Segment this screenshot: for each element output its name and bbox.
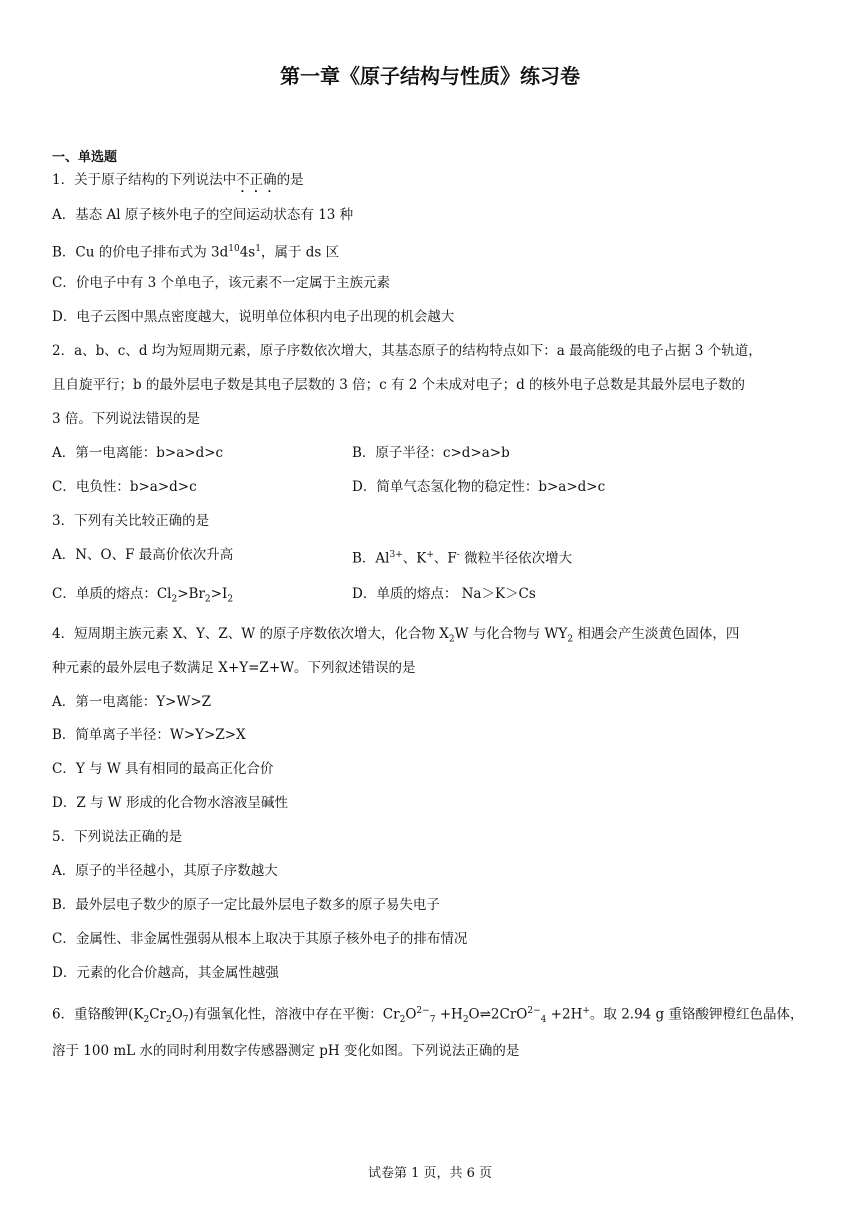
question-4-option-b: B．简单离子半径：W>Y>Z>X — [52, 727, 246, 743]
question-3-option-c: C．单质的熔点：$Cl_2>Br_2>I_2$ — [52, 586, 234, 605]
question-1-option-c: C．价电子中有 3 个单电子，该元素不一定属于主族元素 — [52, 275, 391, 291]
question-4-stem-line1: 4．短周期主族元素 X、Y、Z、W 的原子序数依次增大，化合物 $X_2W$ 与化合物与 $WY_2$ 相遇会产生淡黄色固体，四 — [52, 626, 740, 645]
question-4-option-d: D．Z 与 W 形成的化合物水溶液呈碱性 — [52, 795, 288, 811]
page-title: 第一章《原子结构与性质》练习卷 — [280, 64, 580, 88]
question-1-option-b: B．Cu 的价电子排布式为 $3d^{10}4s^1$，属于 ds 区 — [52, 244, 340, 261]
question-6-stem-line2: 溶于 100 mL 水的同时利用数字传感器测定 pH 变化如图。下列说法正确的是 — [52, 1043, 520, 1059]
question-5-option-c: C．金属性、非金属性强弱从根本上取决于其原子核外电子的排布情况 — [52, 931, 468, 947]
question-2-option-c: C．电负性：b>a>d>c — [52, 479, 197, 495]
question-4-option-c: C．Y 与 W 具有相同的最高正化合价 — [52, 761, 274, 777]
question-2-stem-line2: 且自旋平行；b 的最外层电子数是其电子层数的 3 倍；c 有 2 个未成对电子；d 的核外电子总数是其最外层电子数的 — [52, 377, 746, 393]
question-5-option-b: B．最外层电子数少的原子一定比最外层电子数多的原子易失电子 — [52, 897, 440, 913]
question-2-stem-line1: 2．a、b、c、d 均为短周期元素，原子序数依次增大，其基态原子的结构特点如下：a 最高能级的电子占据 3 个轨道， — [52, 343, 762, 359]
page-footer: 试卷第 1 页，共 6 页 — [367, 1166, 493, 1181]
question-1-stem: 1．关于原子结构的下列说法中不正确的是 — [52, 172, 304, 188]
question-2-option-a: A．第一电离能：b>a>d>c — [52, 445, 224, 461]
question-2-stem-line3: 3 倍。下列说法错误的是 — [52, 411, 200, 427]
question-4-stem-line2: 种元素的最外层电子数满足 X+Y=Z+W。下列叙述错误的是 — [52, 660, 416, 676]
question-2-option-d: D．简单气态氢化物的稳定性：b>a>d>c — [352, 479, 606, 495]
section-heading: 一、单选题 — [52, 150, 118, 165]
question-1-option-a: A．基态 Al 原子核外电子的空间运动状态有 13 种 — [52, 207, 354, 223]
question-4-option-a: A．第一电离能：Y>W>Z — [52, 694, 212, 710]
question-1-option-d: D．电子云图中黑点密度越大，说明单位体积内电子出现的机会越大 — [52, 309, 455, 325]
question-3-stem: 3．下列有关比较正确的是 — [52, 513, 210, 529]
question-6-stem-line1: 6．重铬酸钾$(K_2Cr_2O_7)$有强氧化性，溶液中存在平衡：$Cr_2O^{2-}_7$ $+H_2O\rightleftharpoons 2CrO^{2-}_4 +2H^+$。取 2.94 g 重铬酸钾橙红色晶体， — [52, 1006, 804, 1026]
question-3-option-a: A．N、O、F 最高价依次升高 — [52, 547, 234, 563]
question-5-option-d: D．元素的化合价越高，其金属性越强 — [52, 965, 279, 981]
question-3-option-d: D．单质的熔点： Na＞K＞Cs — [352, 586, 536, 602]
question-5-stem: 5．下列说法正确的是 — [52, 829, 183, 845]
question-5-option-a: A．原子的半径越小，其原子序数越大 — [52, 863, 278, 879]
question-3-option-b: B．$Al^{3+}$、K+、F- 微粒半径依次增大 — [352, 550, 573, 567]
question-2-option-b: B．原子半径：c>d>a>b — [352, 445, 510, 461]
emphasis-text: 不正确 — [236, 172, 277, 188]
